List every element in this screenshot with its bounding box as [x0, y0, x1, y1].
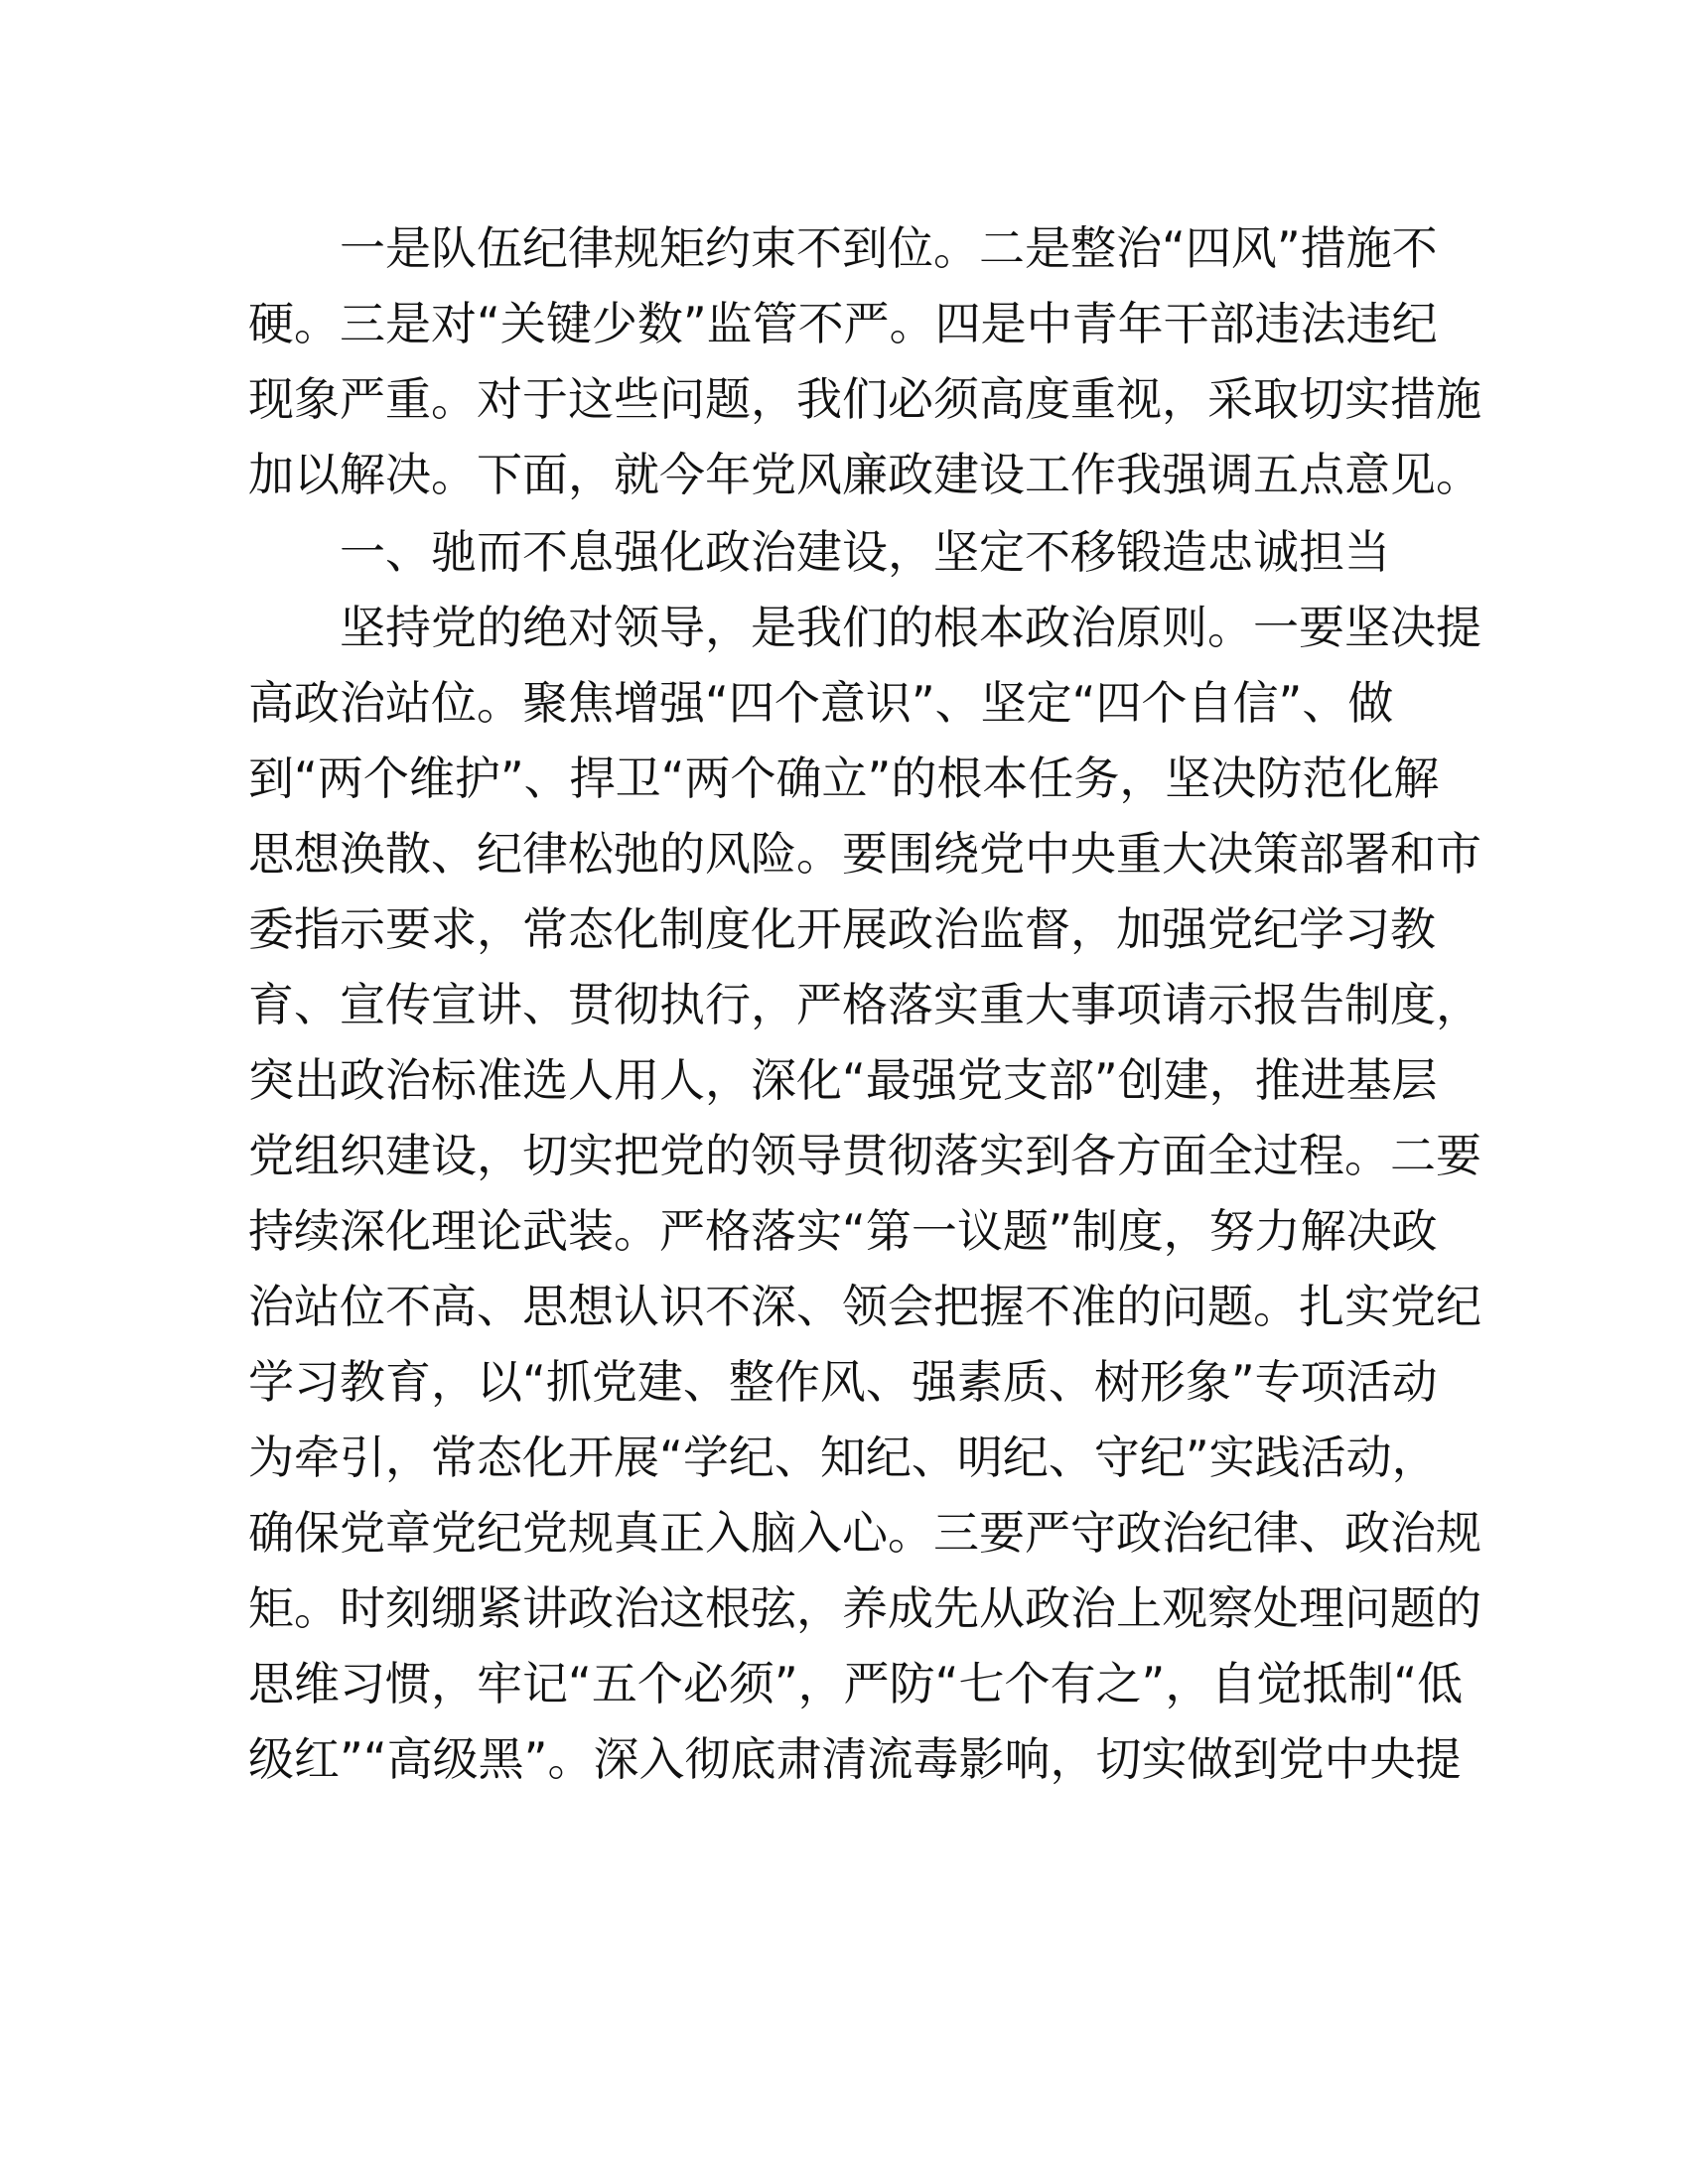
- text-line: 为牵引，常态化开展“学纪、知纪、明纪、守纪”实践活动，: [248, 1431, 1438, 1484]
- text-line: 级红”“高级黑”。深入彻底肃清流毒影响，切实做到党中央提: [248, 1732, 1462, 1786]
- paragraph-problems: [248, 210, 1481, 512]
- text-line: 到“两个维护”、捍卫“两个确立”的根本任务，坚决防范化解: [248, 751, 1440, 805]
- text-line: 加以解决。下面，就今年党风廉政建设工作我强调五点意见。: [248, 448, 1481, 501]
- text-line: 思想涣散、纪律松弛的风险。要围绕党中央重大决策部署和市: [248, 827, 1481, 881]
- section-heading: [248, 514, 1440, 590]
- text-line: 确保党章党纪党规真正入脑入心。三要严守政治纪律、政治规: [248, 1506, 1481, 1560]
- text-line: 委指示要求，常态化制度化开展政治监督，加强党纪学习教: [248, 902, 1436, 956]
- text-line: 矩。时刻绷紧讲政治这根弦，养成先从政治上观察处理问题的: [248, 1581, 1481, 1635]
- text-line: 现象严重。对于这些问题，我们必须高度重视，采取切实措施: [248, 372, 1481, 426]
- text-line: 学习教育，以“抓党建、整作风、强素质、树形象”专项活动: [248, 1355, 1438, 1409]
- text-line: 育、宣传宣讲、贯彻执行，严格落实重大事项请示报告制度，: [248, 978, 1481, 1031]
- heading-line: 一、驰而不息强化政治建设，坚定不移锻造忠诚担当: [340, 525, 1390, 579]
- text-line: 硬。三是对“关键少数”监管不严。四是中青年干部违法违纪: [248, 297, 1438, 350]
- text-line: 高政治站位。聚焦增强“四个意识”、坚定“四个自信”、做: [248, 676, 1394, 730]
- paragraph-political-building: [248, 590, 1481, 1797]
- text-line: 思维习惯，牢记“五个必须”，严防“七个有之”，自觉抵制“低: [248, 1657, 1464, 1710]
- text-line: 一是队伍纪律规矩约束不到位。二是整治“四风”措施不: [340, 221, 1438, 275]
- text-line: 持续深化理论武装。严格落实“第一议题”制度，努力解决政: [248, 1204, 1438, 1258]
- text-line: 党组织建设，切实把党的领导贯彻落实到各方面全过程。二要: [248, 1129, 1481, 1182]
- text-line: 治站位不高、思想认识不深、领会把握不准的问题。扎实党纪: [248, 1280, 1481, 1333]
- text-line: 突出政治标准选人用人，深化“最强党支部”创建，推进基层: [248, 1053, 1438, 1107]
- document-body: [248, 210, 1481, 1797]
- text-line: 坚持党的绝对领导，是我们的根本政治原则。一要坚决提: [340, 601, 1481, 654]
